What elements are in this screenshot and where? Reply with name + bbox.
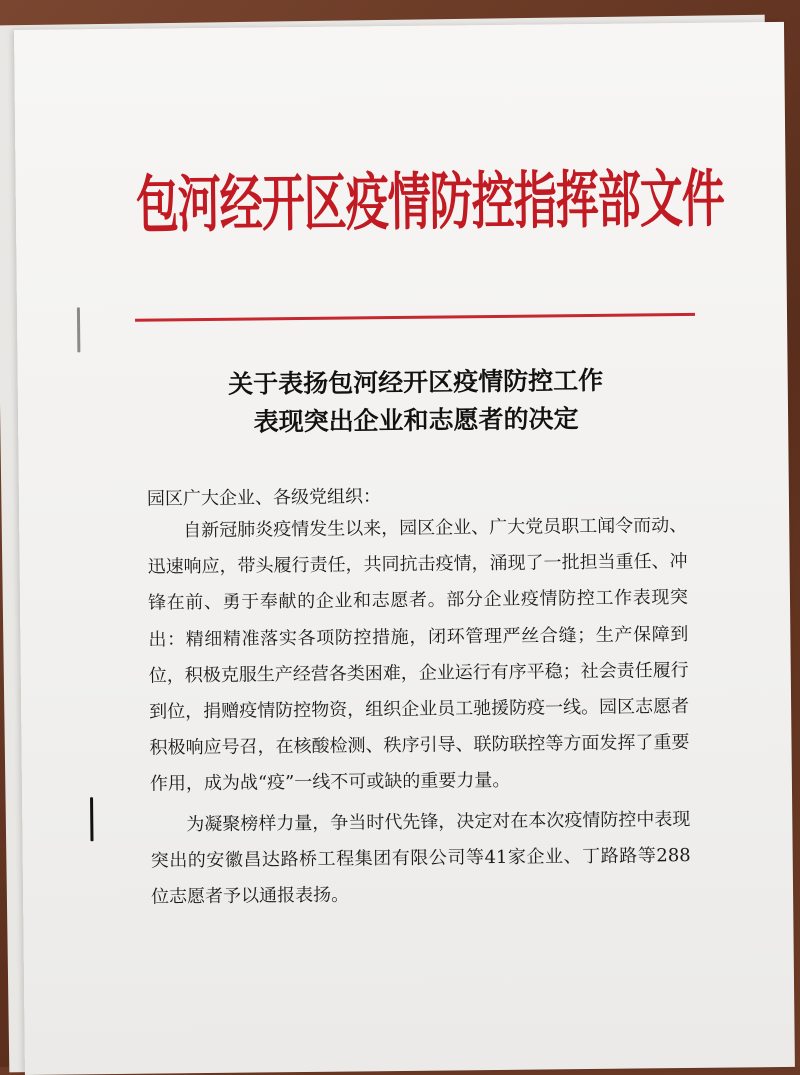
salutation: 园区广大企业、各级党组织： [146,486,382,510]
document-masthead: 包河经开区疫情防控指挥部文件 [135,163,725,243]
title-line-2: 表现突出企业和志愿者的决定 [253,404,579,437]
masthead-divider [135,313,695,322]
title-line-1: 关于表扬包河经开区疫情防控工作 [228,365,604,399]
document-page [14,22,795,1075]
staple-bottom [90,797,93,841]
staple-top [77,307,80,352]
body-paragraph-2: 为凝聚榜样力量，争当时代先锋，决定对在本次疫情防控中表现突出的安徽昌达路桥工程集团有限公司等41家企业、丁路路等288位志愿者予以通报表扬。 [150,808,691,908]
document-body [147,508,691,920]
body-paragraph-1: 自新冠肺炎疫情发生以来，园区企业、广大党员职工闻令而动、迅速响应，带头履行责任，共同抗击疫情，涌现了一批担当重任、冲锋在前、勇于奉献的企业和志愿者。部分企业疫情防控工作表现突出：精细精准落实各项防控措施，闭环管理严丝合缝；生产保障到位，积极克服生产经营各类困难，企业运行有序平稳；社会责任履行到位，捐赠疫情防控物资，组织企业员工驰援防疫一线。园区志愿者积极响应号召，在核酸检测、秩序引导、联防联控等方面发挥了重要作用，成为战“疫”一线不可或缺的重要力量。 [147,514,690,796]
document-title [136,361,697,443]
